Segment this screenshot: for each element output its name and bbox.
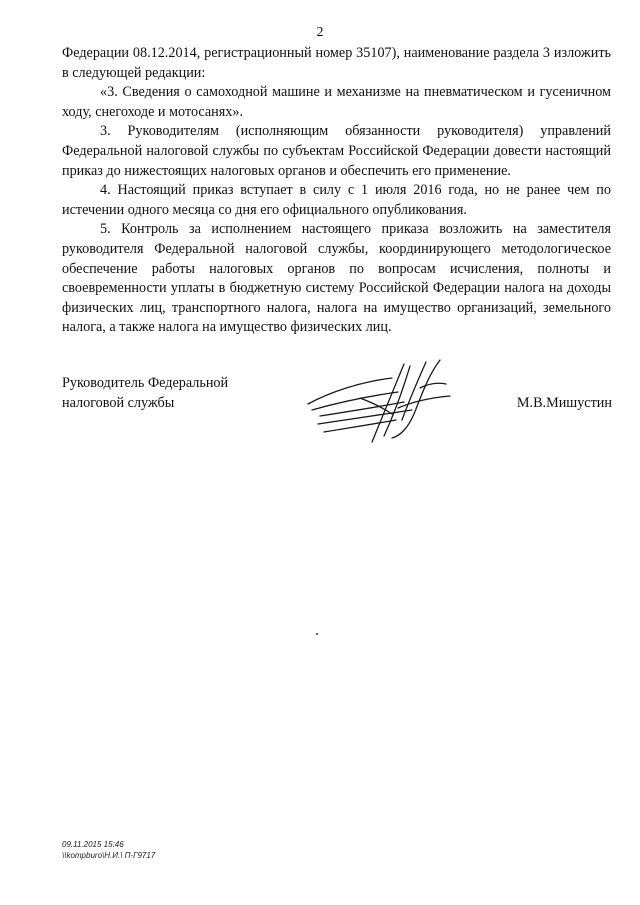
paragraph-item-5: 5. Контроль за исполнением настоящего приказа возложить на заместителя руководителя Федеральной налоговой службы, координирующего методологическое обеспечение работы налоговых органов по вопросам исчисления, полноты и своевременности уплаты в бюджетную систему Российской Федерации налога на доходы физических лиц, транспортного налога, налога на имущество организаций, земельного налога, а также налога на имущество физических лиц. (62, 221, 611, 336)
paragraph-continuation: Федерации 08.12.2014, регистрационный номер 35107), наименование раздела 3 изложить в следующей редакции: (62, 45, 611, 81)
paragraph-item-3: 3. Руководителям (исполняющим обязанности руководителя) управлений Федеральной налоговой службы по субъектам Российской Федерации довести настоящий приказ до нижестоящих налоговых органов и обеспечить его применение. (62, 123, 611, 179)
paragraph-section-title: «3. Сведения о самоходной машине и механизме на пневматическом и гусеничном ходу, снегоходе и мотосанях». (62, 84, 611, 120)
stray-dot (316, 633, 318, 635)
signatory-name: М.В.Мишустин (516, 395, 612, 411)
footer-timestamp: 09.11.2015 15:46 (62, 840, 124, 849)
footer-print-info (62, 839, 155, 861)
page-number: 2 (316, 25, 324, 40)
document-body (62, 44, 611, 338)
footer-file-path: \\kompburo\Н.И.\ П-Г9717 (62, 851, 156, 860)
paragraph-item-4: 4. Настоящий приказ вступает в силу с 1 июля 2016 года, но не ранее чем по истечении одного месяца со дня его официального опубликования. (62, 182, 611, 218)
signatory-title-line1: Руководитель Федеральной (62, 375, 229, 391)
signatory-title (62, 374, 228, 413)
signatory-title-line2: налоговой службы (62, 394, 175, 411)
handwritten-signature (300, 358, 470, 448)
